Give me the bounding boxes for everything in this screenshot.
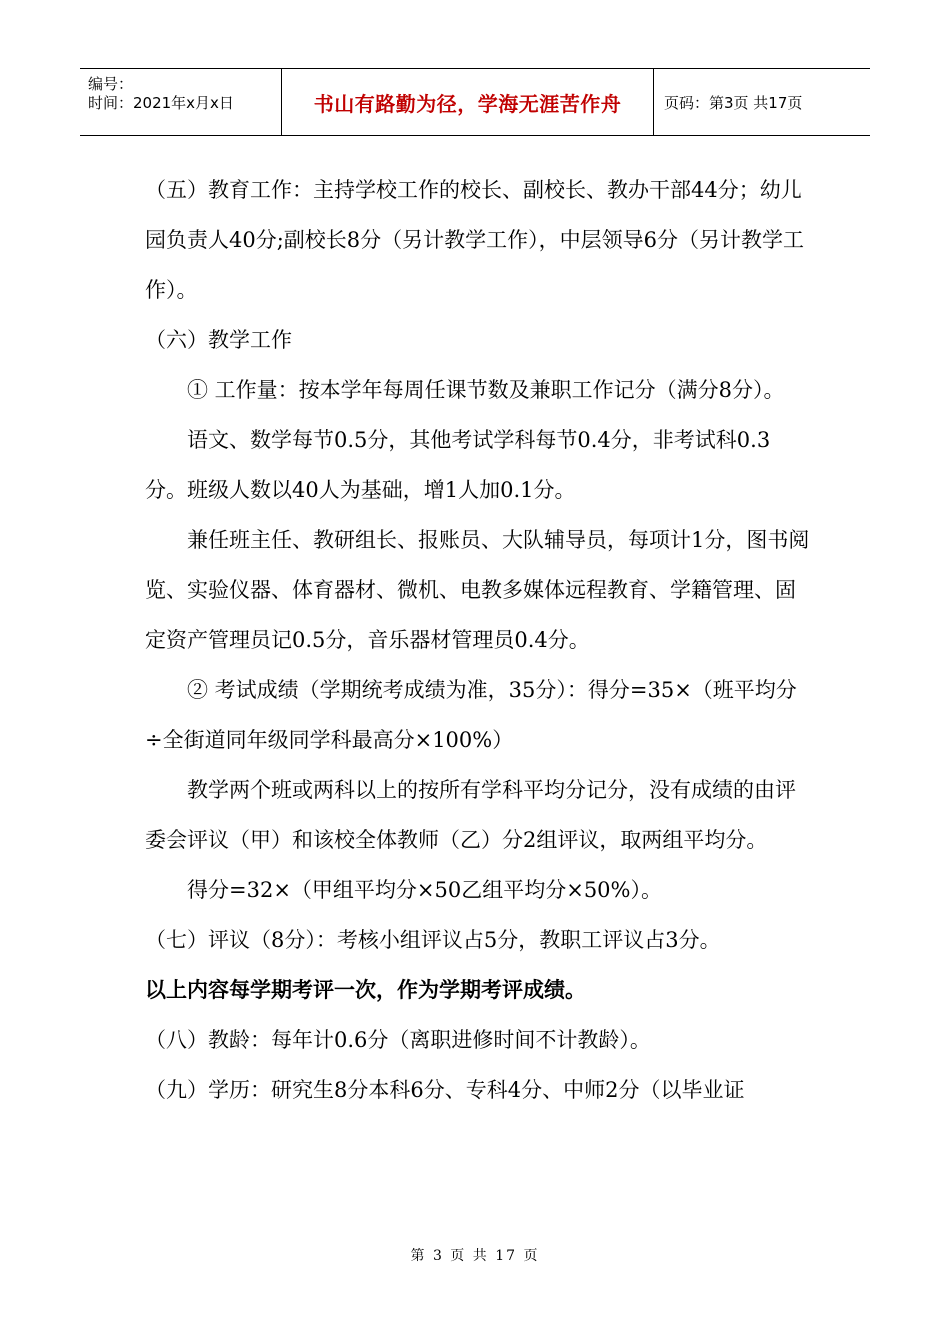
paragraph-teaching-age: （八）教龄：每年计0.6分（离职进修时间不计教龄）。 xyxy=(145,1028,651,1052)
paragraph-teaching-work-heading: （六）教学工作 xyxy=(145,328,292,352)
paragraph-evaluation: （七）评议（8分）：考核小组评议占5分，教职工评议占3分。 xyxy=(145,928,721,952)
paragraph-exam-results: ② 考试成绩（学期统考成绩为准，35分）：得分=35×（班平均分÷全街道同年级同学科最高分×100%） xyxy=(145,678,797,752)
header-meta-cell xyxy=(80,69,282,135)
paragraph-score-formula: 得分=32×（甲组平均分×50乙组平均分×50%）。 xyxy=(187,878,663,902)
paragraph-semester-note: 以上内容每学期考评一次，作为学期考评成绩。 xyxy=(145,978,586,1002)
paragraph-part-time-duties: 兼任班主任、教研组长、报账员、大队辅导员，每项计1分，图书阅览、实验仪器、体育器材、微机、电教多媒体远程教育、学籍管理、固定资产管理员记0.5分，音乐器材管理员0.4分。 xyxy=(145,528,810,652)
document-body xyxy=(145,165,810,1115)
paragraph-education-work: （五）教育工作：主持学校工作的校长、副校长、教办干部44分；幼儿园负责人40分;副校长8分（另计教学工作），中层领导6分（另计教学工作）。 xyxy=(145,178,805,302)
header-page-info: 页码：第3页 共17页 xyxy=(664,93,803,112)
page-footer: 第 3 页 共 17 页 xyxy=(410,1248,540,1264)
document-header xyxy=(80,68,870,136)
header-motto: 书山有路勤为径，学海无涯苦作舟 xyxy=(313,91,622,116)
header-page-cell xyxy=(654,69,870,135)
header-motto-cell xyxy=(282,69,654,135)
paragraph-workload: ① 工作量：按本学年每周任课节数及兼职工作记分（满分8分）。 xyxy=(187,378,785,402)
paragraph-multi-class: 教学两个班或两科以上的按所有学科平均分记分，没有成绩的由评委会评议（甲）和该校全体教师（乙）分2组评议，取两组平均分。 xyxy=(145,778,796,852)
document-number-label: 编号： xyxy=(88,75,134,93)
paragraph-education-degree: （九）学历：研究生8分本科6分、专科4分、中师2分（以毕业证 xyxy=(145,1078,745,1102)
document-time-label: 时间：2021年x月x日 xyxy=(88,94,234,112)
paragraph-lesson-scores: 语文、数学每节0.5分，其他考试学科每节0.4分，非考试科0.3分。班级人数以40人为基础，增1人加0.1分。 xyxy=(145,428,771,502)
